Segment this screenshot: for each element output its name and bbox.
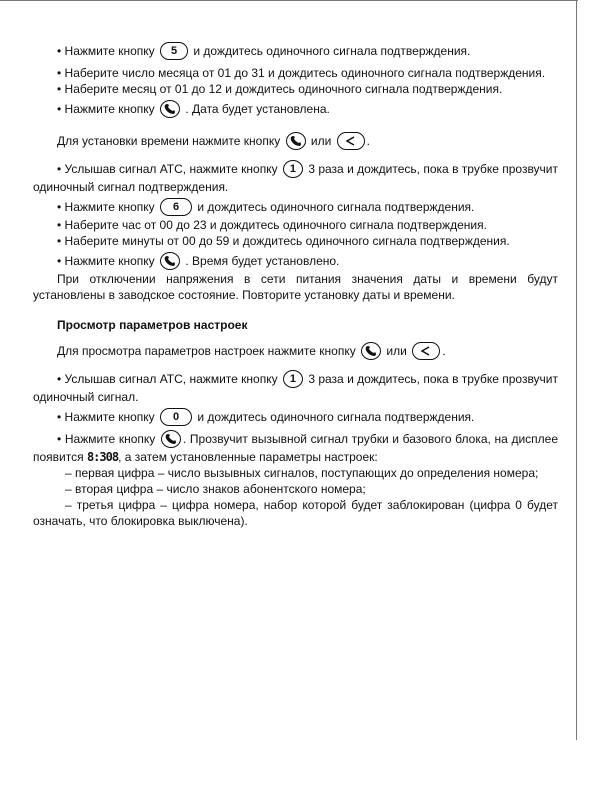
text: . Время будет установлено. [185,254,340,269]
text: 3 раза и дождитесь, пока в трубке прозвучит одиночный сигнал. [33,372,559,404]
text: . [442,344,446,359]
text: Для просмотра параметров настроек нажмите кнопку [57,344,356,359]
text: • Услышав сигнал АТС, нажмите кнопку [57,162,278,177]
power-off-note: При отключении напряжения в сети питания значения даты и времени будут установлены в заводское состояние. Повторите установку даты и времени. [33,272,558,302]
menu-left-icon [337,132,365,150]
page-right-border [576,0,577,740]
handset-icon [160,100,180,118]
text: . Дата будет установлена. [185,102,330,117]
step-press-0 [33,409,558,427]
step-press-call-date [33,101,558,119]
setting-digit-1: – первая цифра – число вызывных сигналов, поступающих до определения номера; [65,466,539,480]
step-enter-hour: • Наберите час от 00 до 23 и дождитесь одиночного сигнала подтверждения. [57,218,487,232]
text: или [386,344,407,359]
text: или [310,134,332,149]
text: , а затем установленные параметры настроек: [118,450,378,464]
handset-icon [361,342,381,360]
menu-left-icon [412,342,440,360]
document-page [33,43,558,529]
text: • Услышав сигнал АТС, нажмите кнопку [57,372,278,387]
text: и дождитесь одиночного сигнала подтверждения. [197,410,475,425]
view-settings-intro [33,343,558,361]
text: • Нажмите кнопку [57,102,155,117]
key-0-icon: 0 [160,408,192,426]
handset-icon [161,430,181,448]
step-press-call-time [33,253,558,271]
step-press-1-three-times [33,161,558,195]
text: • Нажмите кнопку [57,200,155,215]
key-6-icon: 6 [160,198,192,216]
step-press-1-three-times-2 [33,371,558,405]
text: . [366,134,371,149]
step-enter-month: • Наберите месяц от 01 до 12 и дождитесь одиночного сигнала подтверждения. [57,82,503,96]
key-1-icon: 1 [283,160,303,178]
text: Для установки времени нажмите кнопку [57,134,281,149]
time-setup-intro [33,133,558,151]
section-heading: Просмотр параметров настроек [57,318,248,332]
step-press-6 [33,199,558,217]
text: и дождитесь одиночного сигнала подтверждения. [197,200,475,215]
step-press-call-view [33,431,558,465]
page-top-border [0,0,578,1]
text: и дождитесь одиночного сигнала подтверждения. [193,44,471,59]
step-press-5 [33,43,558,61]
display-code: 8:308 [86,450,119,464]
key-5-icon: 5 [160,42,188,60]
step-enter-day: • Наберите число месяца от 01 до 31 и дождитесь одиночного сигнала подтверждения. [57,66,546,80]
text: • Нажмите кнопку [57,410,155,425]
setting-digit-3: – третья цифра – цифра номера, набор которой будет заблокирован (цифра 0 будет означать, что блокировка выключена). [33,498,558,528]
text: 3 раза и дождитесь, пока в трубке прозвучит одиночный сигнал подтверждения. [33,162,559,194]
handset-icon [286,132,306,150]
text: • Нажмите кнопку [57,44,155,59]
setting-digit-2: – вторая цифра – число знаков абонентского номера; [65,482,366,496]
text: • Нажмите кнопку [57,254,155,269]
step-enter-minutes: • Наберите минуты от 00 до 59 и дождитесь одиночного сигнала подтверждения. [57,234,510,248]
handset-icon [160,252,180,270]
text: . Прозвучит вызывной сигнал трубки и базового блока, на дисплее появится [33,432,558,464]
key-1-icon: 1 [283,370,303,388]
text: • Нажмите кнопку [57,432,156,447]
